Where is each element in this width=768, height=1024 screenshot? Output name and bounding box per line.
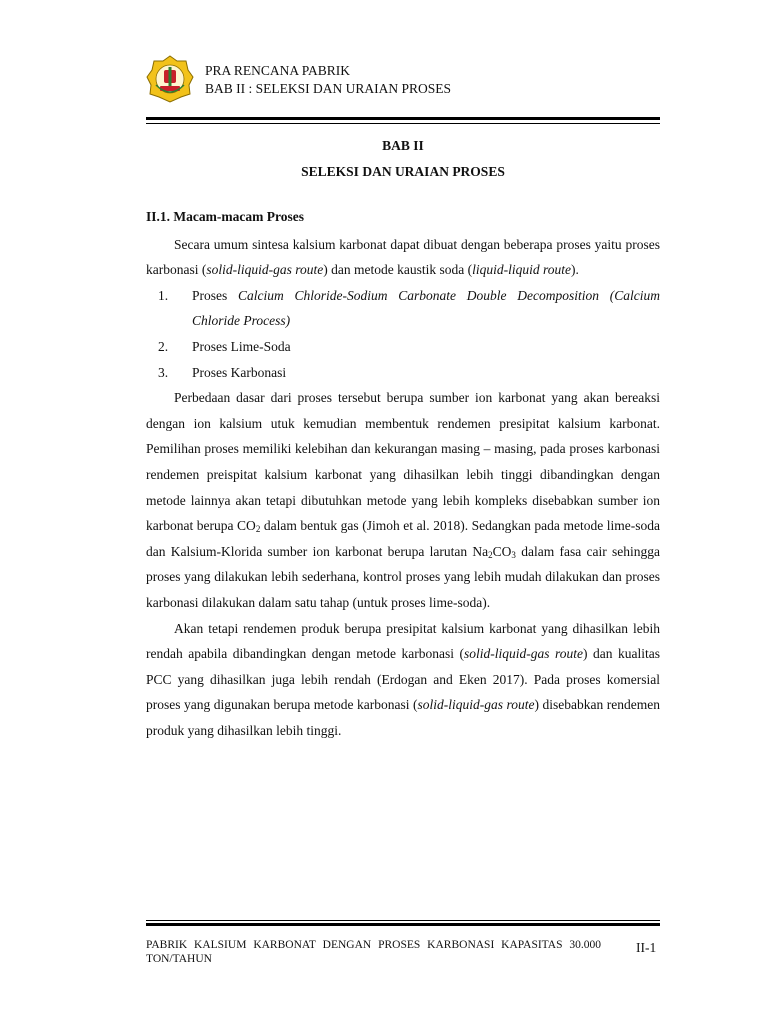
paragraph-1: Secara umum sintesa kalsium karbonat dapat dibuat dengan beberapa proses yaitu proses karbonasi (solid-liquid-gas route) dan metode kaustik soda (liquid-liquid route). [146,236,660,278]
list-item: 3. Proses Karbonasi [158,364,287,380]
process-list [146,283,660,385]
header-rule-thin [146,123,660,124]
header-line-1: PRA RENCANA PABRIK [205,63,351,78]
paragraph-2: Perbedaan dasar dari proses tersebut berupa sumber ion karbonat yang akan bereaksi dengan ion kalsium utuk kemudian membentuk rendemen presipitat kalsium karbonat. Pemilihan proses memiliki kelebihan dan kekurangan masing – masing, pada proses karbonasi rendemen preispitat kalsium karbonat yang dihasilkan lebih tinggi dibandingkan dengan metode lainnya akan tetapi dibutuhkan metode yang lebih kompleks disebabkan sumber ion karbonat berupa $CO_2$ dalam bentuk gas (Jimoh et al. 2018). Sedangkan pada metode lime-soda dan Kalsium-Klorida sumber ion karbonat berupa larutan $Na_2CO_3$ dalam fasa cair sehingga proses yang dilakukan lebih sederhana, kontrol proses yang lebih mudah dilakukan dan proses karbonasi dilakukan dalam satu tahap (untuk proses lime-soda). [146,390,661,610]
footer-rule-thin [146,920,660,921]
page-number: II-1 [636,940,657,955]
header-rule-thick [146,117,660,120]
paragraph-3: Akan tetapi rendemen produk berupa presipitat kalsium karbonat yang dihasilkan lebih rendah apabila dibandingkan dengan metode karbonasi (solid-liquid-gas route) dan kualitas PCC yang dihasilkan juga lebih rendah (Erdogan and Eken 2017). Pada proses komersial proses yang digunakan berupa metode karbonasi (solid-liquid-gas route) disebabkan rendemen produk yang dihasilkan lebih tinggi. [146,620,660,738]
university-emblem-icon [146,55,194,103]
footer-rule-thick [146,923,660,926]
section-heading: II.1. Macam-macam Proses [146,209,304,224]
document-header [205,62,451,98]
list-item: 2. Proses Lime-Soda [158,338,291,354]
header-line-2: BAB II : SELEKSI DAN URAIAN PROSES [205,81,452,96]
body-content [146,204,660,743]
list-item: 1. Proses Calcium Chloride-Sodium Carbonate Double Decomposition (Calcium Chloride Process) [158,287,660,329]
chapter-title: SELEKSI DAN URAIAN PROSES [301,164,505,179]
chapter-number: BAB II [382,138,424,153]
footer-title: PABRIK KALSIUM KARBONAT DENGAN PROSES KARBONASI KAPASITAS 30.000 TON/TAHUN [146,939,601,965]
